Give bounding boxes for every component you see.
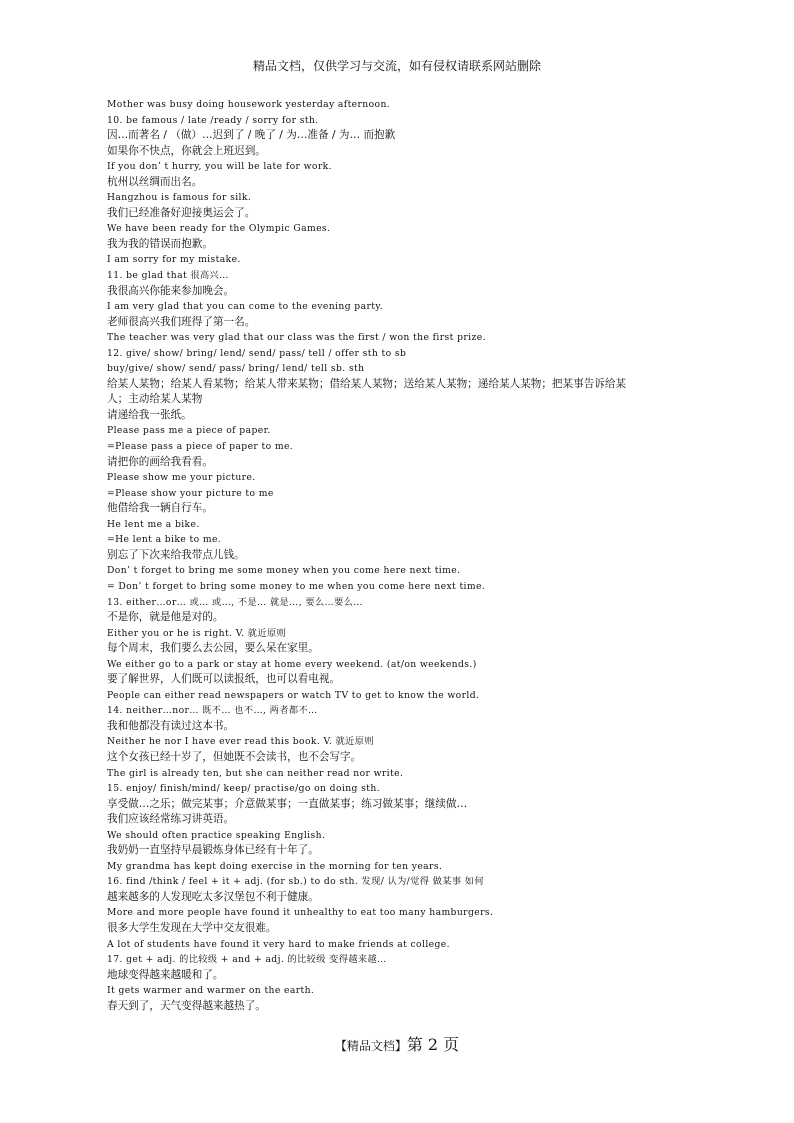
chinese-text-line: 这个女孩已经十岁了，但她既不会读书，也不会写字。 xyxy=(107,750,362,763)
english-text-line: 17. get + adj. 的比较级 + and + adj. 的比较级 变得越来越… xyxy=(107,954,387,966)
page-number: 第 2 页 xyxy=(406,1035,460,1054)
chinese-text-line: 我为我的错误而抱歉。 xyxy=(107,237,213,250)
chinese-text-line: 享受做…之乐；做完某事；介意做某事；一直做某事；练习做某事；继续做… xyxy=(107,797,468,810)
english-text-line: Please show me your picture. xyxy=(107,472,256,484)
english-text-line: The teacher was very glad that our class was the first / won the first prize. xyxy=(107,332,486,344)
page-footer xyxy=(0,1034,794,1057)
english-text-line: =Please show your picture to me xyxy=(107,487,274,499)
english-text-line: Neither he nor I have ever read this book. V. 就近原则 xyxy=(107,736,374,748)
english-text-line: 16. find /think / feel + it + adj. (for sb.) to do sth. 发现/ 认为/觉得 做某事 如何 xyxy=(107,876,484,888)
page-header: 精品文档，仅供学习与交流，如有侵权请联系网站删除 xyxy=(252,59,541,73)
english-text-line: My grandma has kept doing exercise in the morning for ten years. xyxy=(107,860,443,872)
english-text-line: =Please pass a piece of paper to me. xyxy=(107,441,294,453)
english-text-line: He lent me a bike. xyxy=(107,518,200,530)
english-text-line: More and more people have found it unhealthy to eat too many hamburgers. xyxy=(107,907,494,919)
chinese-text-line: 我们已经准备好迎接奥运会了。 xyxy=(107,206,256,219)
english-text-line: buy/give/ show/ send/ pass/ bring/ lend/ tell sb. sth xyxy=(107,363,365,375)
chinese-text-line: 别忘了下次来给我带点儿钱。 xyxy=(107,548,245,561)
english-text-line: 12. give/ show/ bring/ lend/ send/ pass/ tell / offer sth to sb xyxy=(107,347,407,359)
chinese-text-line: 人；主动给某人某物 xyxy=(107,393,203,406)
chinese-text-line: 很多大学生发现在大学中交友很难。 xyxy=(107,921,277,934)
english-text-line: 11. be glad that 很高兴… xyxy=(107,270,229,282)
chinese-text-line: 因…而著名 / （做）…迟到了 / 晚了 / 为…准备 / 为… 而抱歉 xyxy=(107,129,396,142)
chinese-text-line: 不是你，就是他是对的。 xyxy=(107,611,224,624)
english-text-line: If you don’ t hurry, you will be late for work. xyxy=(107,161,332,173)
english-text-line: Mother was busy doing housework yesterday afternoon. xyxy=(107,99,391,110)
chinese-text-line: 请递给我一张纸。 xyxy=(107,408,192,421)
english-text-line: 15. enjoy/ finish/mind/ keep/ practise/go on doing sth. xyxy=(107,783,380,795)
english-text-line: The girl is already ten, but she can neither read nor write. xyxy=(107,767,404,779)
document-body xyxy=(107,97,707,1014)
english-text-line: I am sorry for my mistake. xyxy=(107,254,241,266)
english-text-line: 13. either…or… 或… 或…, 不是… 就是…, 要么…要么… xyxy=(107,596,363,608)
chinese-text-line: 要了解世界，人们既可以读报纸，也可以看电视。 xyxy=(107,673,341,686)
english-text-line: = Don’ t forget to bring some money to me when you come here next time. xyxy=(107,580,486,592)
english-text-line: A lot of students have found it very hard to make friends at college. xyxy=(107,938,450,950)
chinese-text-line: 我和他都没有读过这本书。 xyxy=(107,719,235,732)
chinese-text-line: 我奶奶一直坚持早晨锻炼身体已经有十年了。 xyxy=(107,844,319,857)
chinese-text-line: 我很高兴你能来参加晚会。 xyxy=(107,284,235,297)
chinese-text-line: 请把你的画给我看看。 xyxy=(107,455,213,468)
chinese-text-line: 每个周末，我们要么去公园，要么呆在家里。 xyxy=(107,642,319,655)
chinese-text-line: 杭州以丝绸而出名。 xyxy=(107,175,203,188)
english-text-line: I am very glad that you can come to the evening party. xyxy=(107,301,384,313)
chinese-text-line: 地球变得越来越暖和了。 xyxy=(107,968,224,981)
english-text-line: We have been ready for the Olympic Games. xyxy=(107,223,331,235)
english-text-line: It gets warmer and warmer on the earth. xyxy=(107,985,315,997)
chinese-text-line: 给某人某物；给某人看某物；给某人带来某物；借给某人某物；送给某人某物；递给某人某物；把某事告诉给某 xyxy=(107,377,627,390)
chinese-text-line: 我们应该经常练习讲英语。 xyxy=(107,813,235,826)
footer-label: 【精品文档】 xyxy=(334,1039,407,1053)
english-text-line: 10. be famous / late /ready / sorry for sth. xyxy=(107,114,319,126)
english-text-line: =He lent a bike to me. xyxy=(107,534,222,546)
chinese-text-line: 越来越多的人发现吃太多汉堡包不利于健康。 xyxy=(107,890,319,903)
chinese-text-line: 如果你不快点，你就会上班迟到。 xyxy=(107,144,266,157)
chinese-text-line: 春天到了，天气变得越来越热了。 xyxy=(107,999,266,1012)
chinese-text-line: 老师很高兴我们班得了第一名。 xyxy=(107,315,256,328)
english-text-line: 14. neither…nor… 既不… 也不…, 两者都不… xyxy=(107,705,318,717)
english-text-line: We should often practice speaking English. xyxy=(107,829,326,841)
english-text-line: People can either read newspapers or watch TV to get to know the world. xyxy=(107,689,480,701)
english-text-line: Hangzhou is famous for silk. xyxy=(107,192,252,204)
english-text-line: We either go to a park or stay at home every weekend. (at/on weekends.) xyxy=(107,658,477,670)
english-text-line: Don’ t forget to bring me some money when you come here next time. xyxy=(107,565,461,577)
english-text-line: Either you or he is right. V. 就近原则 xyxy=(107,627,287,639)
english-text-line: Please pass me a piece of paper. xyxy=(107,425,271,437)
chinese-text-line: 他借给我一辆自行车。 xyxy=(107,502,213,515)
